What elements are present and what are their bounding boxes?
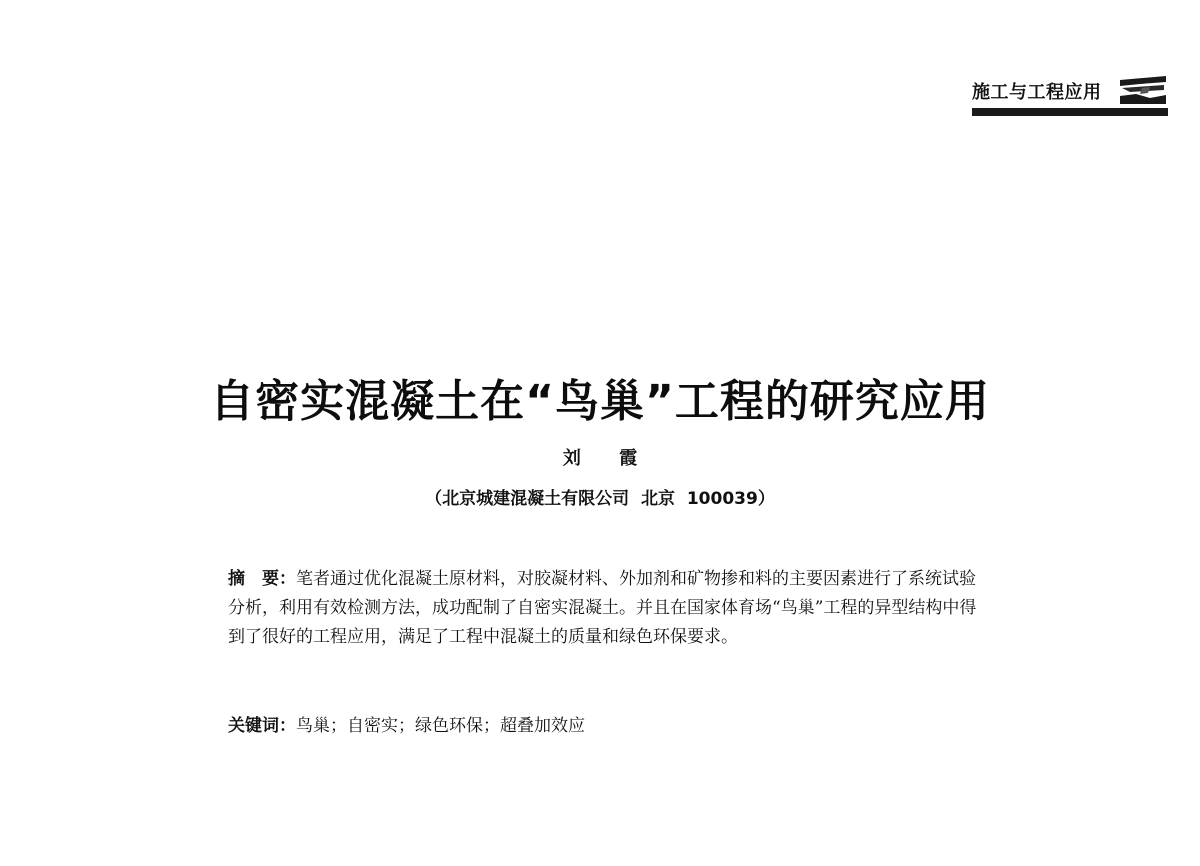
header-texture-block [1120, 76, 1166, 104]
keywords-label: 关键词： [228, 716, 296, 736]
section-label: 施工与工程应用 [972, 82, 1102, 103]
header-rule [972, 108, 1168, 116]
abstract [228, 565, 988, 652]
keywords-text: 鸟巢；自密实；绿色环保；超叠加效应 [296, 716, 585, 736]
abstract-label: 摘 要： [228, 569, 296, 589]
paper-title: 自密实混凝土在“鸟巢”工程的研究应用 [210, 376, 990, 428]
author-affiliation: （北京城建混凝土有限公司 北京 100039） [425, 489, 775, 509]
keywords [228, 712, 988, 741]
section-header [972, 74, 1168, 120]
abstract-text: 笔者通过优化混凝土原材料，对胶凝材料、外加剂和矿物掺和料的主要因素进行了系统试验分析，利用有效检测方法，成功配制了自密实混凝土。并且在国家体育场“鸟巢”工程的异型结构中得到了很好的工程应用，满足了工程中混凝土的质量和绿色环保要求。 [228, 569, 977, 647]
author-name: 刘 霞 [562, 448, 654, 469]
